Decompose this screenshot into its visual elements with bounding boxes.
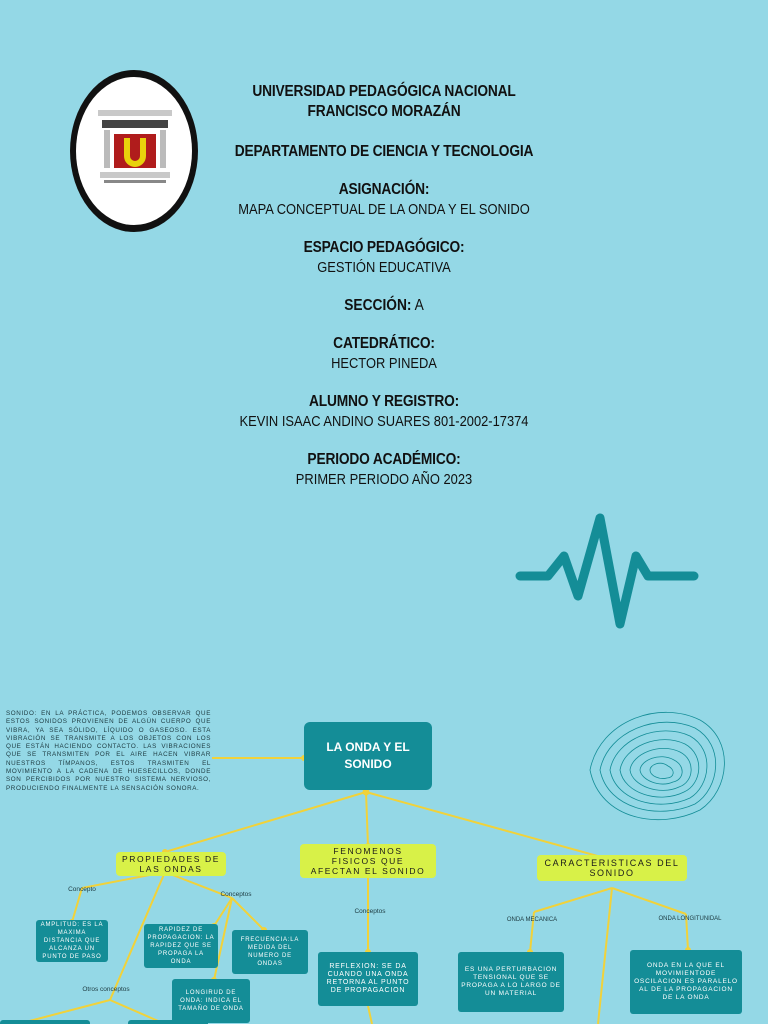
assignment-label: ASIGNACIÓN: (338, 181, 430, 198)
propagation-speed-box: RAPIDEZ DE PROPAGACION: LA RAPIDEZ QUE SE PROPAGA LA ONDA (144, 924, 218, 968)
phenomena-line3: AFECTAN EL SONIDO (310, 866, 426, 876)
concept-root-node (304, 722, 432, 790)
sound-characteristics-node (537, 855, 687, 881)
properties-line2: LAS ONDAS (139, 864, 203, 874)
wavelength-box: LONGIRUD DE ONDA: INDICA EL TAMAÑO DE ONDA (172, 979, 250, 1023)
student-label: ALUMNO Y REGISTRO: (308, 393, 460, 410)
characteristics-line1: CARACTERISTICAS DEL (544, 858, 680, 868)
longitudinal-wave-box: ONDA EN LA QUE EL MOVIMIENTODE OSCILACION ES PARALELO AL DE LA PROPAGACION DE LA ONDA (630, 950, 742, 1014)
label-otros-conceptos: Otros conceptos (82, 986, 130, 993)
reflection-box: REFLEXION: SE DA CUANDO UNA ONDA RETORNA AL PUNTO DE PROPAGACION (318, 952, 418, 1006)
teacher-label: CATEDRÁTICO: (333, 335, 435, 352)
mechanical-wave-box: ES UNA PERTURBACION TENSIONAL QUE SE PROPAGA A LO LARGO DE UN MATERIAL (458, 952, 564, 1012)
amplitude-definition-box: AMPLITUD: ES LA MAXIMA DISTANCIA QUE ALCANZA UN PUNTO DE PASO (36, 920, 108, 962)
cutoff-box-mid (128, 1020, 208, 1024)
label-onda-longitudinal: ONDA LONGITUNIDAL (658, 916, 722, 922)
section-label: SECCIÓN: (344, 297, 412, 314)
frequency-box: FRECUENCIA:LA MEDIDA DEL NUMERO DE ONDAS (232, 930, 308, 974)
root-line2: SONIDO (344, 757, 392, 771)
period-value: PRIMER PERIODO AÑO 2023 (295, 471, 473, 488)
characteristics-line2: SONIDO (589, 868, 635, 878)
assignment-value: MAPA CONCEPTUAL DE LA ONDA Y EL SONIDO (238, 201, 530, 218)
sound-definition-text: SONIDO: EN LA PRÁCTICA, PODEMOS OBSERVAR QUE ESTOS SONIDOS PROVIENEN DE ALGÚN CUERPO QUE VIBRA, YA SEA SÓLIDO, LÍQUIDO O GASEOSO. ESTA VIBRACIÓN SE TRANSMITE A LOS OBJETOS CON LOS QUE ESTÁN HACIENDO CONTACTO. LAS VIBRACIONES QUE SE TRANSMITEN POR EL AIRE HACEN VIBRAR NUESTROS TÍMPANOS, ESTOS TRASMITEN EL MOVIMIENTO A LA CADENA DE HUESECILLOS, DONDE SON PERCIBIDOS POR NUESTRO SISTEMA NERVIOSO, PRODUCIENDO FINALMENTE LA SENSACIÓN SONORA. (6, 710, 211, 792)
university-name-line2: FRANCISCO MORAZÁN (307, 103, 461, 120)
teacher-value: HECTOR PINEDA (331, 355, 437, 372)
space-value: GESTIÓN EDUCATIVA (317, 259, 451, 276)
properties-line1: PROPIEDADES DE (122, 854, 220, 864)
label-conceptos-phenomena: Conceptos (354, 908, 386, 915)
label-onda-mecanica: ONDA MECANICA (506, 917, 558, 923)
properties-of-waves-node (116, 852, 226, 876)
space-label: ESPACIO PEDAGÓGICO: (303, 239, 465, 256)
section-value: A (411, 297, 424, 314)
period-label: PERIODO ACADÉMICO: (307, 451, 461, 468)
cutoff-box-left (0, 1020, 90, 1024)
label-conceptos-properties: Conceptos (220, 891, 252, 898)
physical-phenomena-node (300, 844, 436, 878)
department-name: DEPARTAMENTO DE CIENCIA Y TECNOLOGIA (234, 143, 534, 160)
phenomena-line1: FENOMENOS (333, 846, 403, 856)
root-line1: LA ONDA Y EL (326, 740, 410, 754)
phenomena-line2: FISICOS QUE (331, 856, 405, 866)
student-value: KEVIN ISAAC ANDINO SUARES 801-2002-17374 (239, 413, 529, 430)
university-name-line1: UNIVERSIDAD PEDAGÓGICA NACIONAL (252, 83, 516, 100)
label-concepto: Concepto (68, 886, 96, 893)
